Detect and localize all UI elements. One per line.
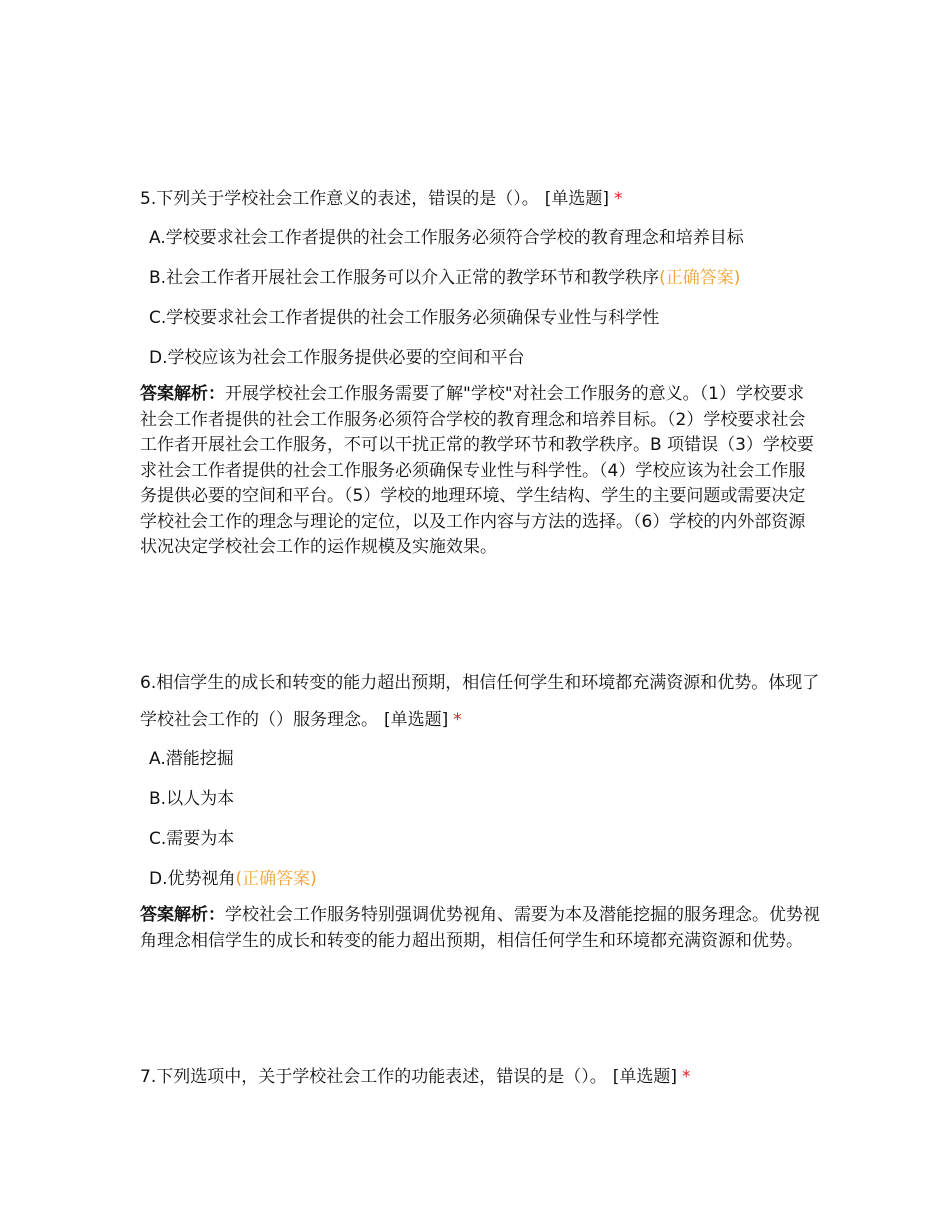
question-title bbox=[140, 1059, 820, 1096]
option-a[interactable] bbox=[149, 749, 820, 769]
option-c[interactable] bbox=[149, 829, 820, 849]
option-list bbox=[149, 749, 820, 889]
question-text: 6.相信学生的成长和转变的能力超出预期，相信任何学生和环境都充满资源和优势。体现了学校社会工作的（）服务理念。 bbox=[140, 673, 820, 730]
question-type: [单选题] bbox=[544, 189, 609, 209]
question-type: [单选题] bbox=[612, 1067, 677, 1087]
correct-answer-marker: (正确答案) bbox=[659, 268, 741, 288]
option-label: C.学校要求社会工作者提供的社会工作服务必须确保专业性与科学性 bbox=[149, 308, 660, 328]
question-type: [单选题] bbox=[384, 710, 449, 730]
required-marker: * bbox=[453, 710, 462, 730]
option-label: B.以人为本 bbox=[149, 789, 235, 809]
answer-analysis bbox=[140, 382, 820, 561]
question-5 bbox=[140, 181, 820, 561]
question-6 bbox=[140, 665, 820, 954]
option-list bbox=[149, 228, 820, 368]
analysis-text: 学校社会工作服务特别强调优势视角、需要为本及潜能挖掘的服务理念。优势视角理念相信学生的成长和转变的能力超出预期，相信任何学生和环境都充满资源和优势。 bbox=[140, 905, 820, 951]
option-label: A.潜能挖掘 bbox=[149, 749, 234, 769]
question-title bbox=[140, 181, 820, 218]
option-label: C.需要为本 bbox=[149, 829, 235, 849]
question-7 bbox=[140, 1059, 820, 1096]
option-c[interactable] bbox=[149, 308, 820, 328]
analysis-text: 开展学校社会工作服务需要了解"学校"对社会工作服务的意义。（1）学校要求社会工作者提供的社会工作服务必须符合学校的教育理念和培养目标。（2）学校要求社会工作者开展社会工作服务，不可以干扰正常的教学环节和教学秩序。B 项错误（3）学校要求社会工作者提供的社会工作服务必须确保专业性与科学性。（4）学校应该为社会工作服务提供必要的空间和平台。（5）学校的地理环境、学生结构、学生的主要问题或需要决定学校社会工作的理念与理论的定位，以及工作内容与方法的选择。（6）学校的内外部资源状况决定学校社会工作的运作规模及实施效果。 bbox=[140, 384, 814, 557]
required-marker: * bbox=[613, 189, 623, 209]
option-b[interactable] bbox=[149, 789, 820, 809]
option-b[interactable] bbox=[149, 268, 820, 288]
analysis-label: 答案解析： bbox=[140, 905, 225, 925]
analysis-label: 答案解析： bbox=[140, 384, 225, 404]
option-d[interactable] bbox=[149, 348, 820, 368]
question-title bbox=[140, 665, 820, 739]
option-d[interactable] bbox=[149, 869, 820, 889]
option-label: B.社会工作者开展社会工作服务可以介入正常的教学环节和教学秩序 bbox=[149, 268, 660, 288]
option-label: D.优势视角 bbox=[149, 869, 236, 889]
correct-answer-marker: (正确答案) bbox=[235, 869, 317, 889]
option-a[interactable] bbox=[149, 228, 820, 248]
option-label: A.学校要求社会工作者提供的社会工作服务必须符合学校的教育理念和培养目标 bbox=[149, 228, 744, 248]
question-text: 5.下列关于学校社会工作意义的表述，错误的是（）。 bbox=[140, 189, 539, 209]
question-text: 7.下列选项中，关于学校社会工作的功能表述，错误的是（）。 bbox=[140, 1067, 607, 1087]
option-label: D.学校应该为社会工作服务提供必要的空间和平台 bbox=[149, 348, 525, 368]
answer-analysis bbox=[140, 903, 820, 954]
required-marker: * bbox=[681, 1067, 691, 1087]
